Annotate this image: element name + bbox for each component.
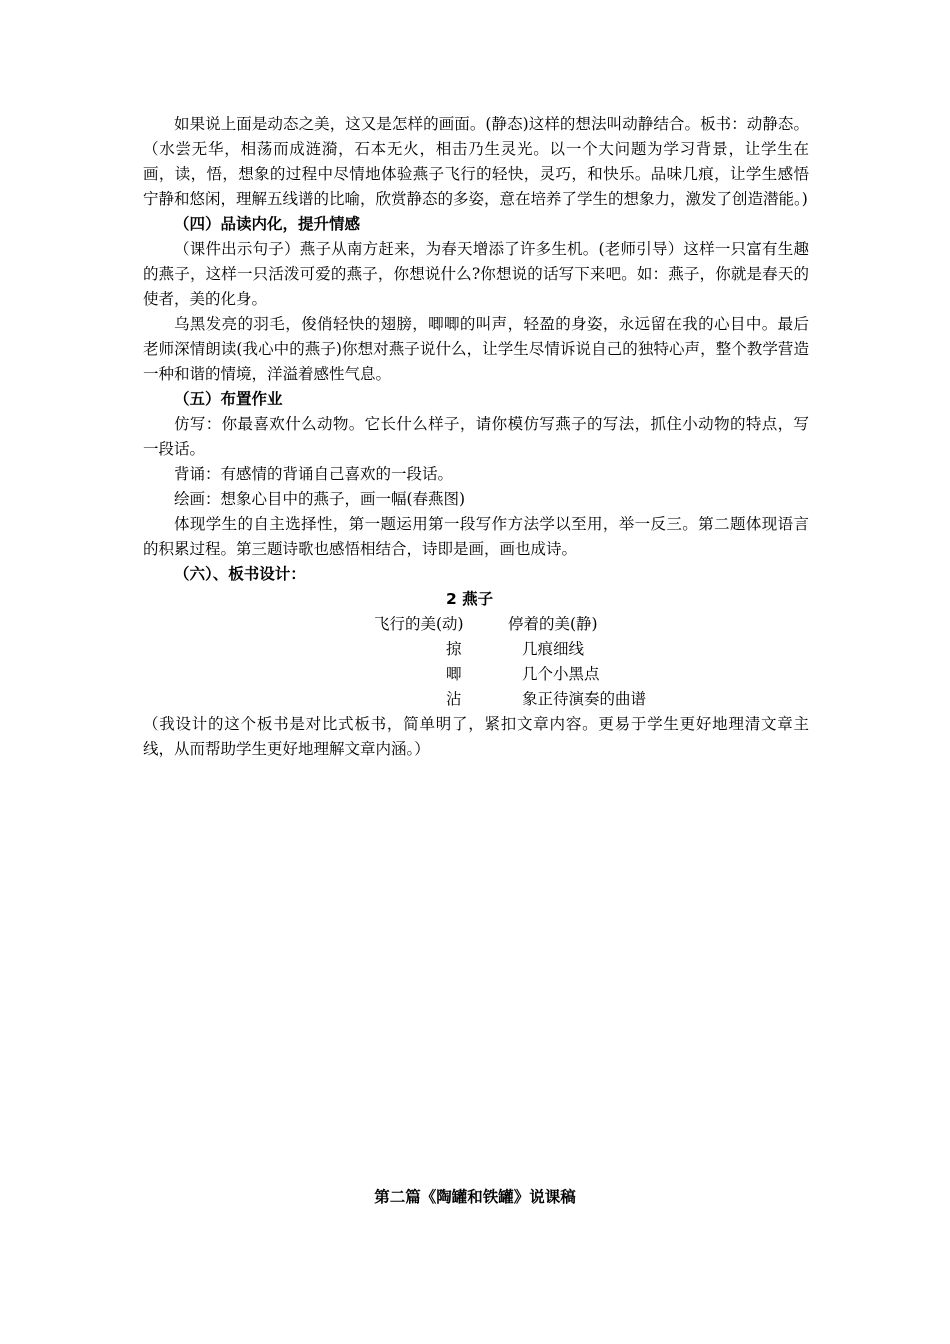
board-row-left: 唧	[446, 665, 462, 683]
board-row-right: 象正待演奏的曲谱	[522, 690, 647, 708]
board-row-right: 几痕细线	[522, 640, 585, 658]
board-row-left: 沾	[446, 690, 462, 708]
board-right-header: 停着的美(静)	[508, 615, 598, 633]
paragraph-dynamic-static: 如果说上面是动态之美，这又是怎样的画面。(静态)这样的想法叫动静结合。板书：动静态。 （水尝无华，相荡而成涟漪，石本无火，相击乃生灵光。以一个大问题为学习背景，让学生在画，读，悟，想象的过程中尽情地体验燕子飞行的轻快，灵巧，和快乐。品味几痕，让学生感悟宁静和悠闲，理解五线谱的比喻，欣赏静态的多姿，意在培养了学生的想象力，激发了创造潜能。)	[143, 115, 809, 208]
homework-draw: 绘画：想象心目中的燕子，画一幅(春燕图)	[174, 490, 466, 508]
next-article-title: 第二篇《陶罐和铁罐》说课稿	[374, 1188, 576, 1206]
homework-recite: 背诵：有感情的背诵自己喜欢的一段话。	[174, 465, 454, 483]
section-heading-6: （六）、板书设计：	[174, 565, 306, 583]
section-heading-5: （五）布置作业	[174, 390, 283, 408]
board-design-note: （我设计的这个板书是对比式板书，简单明了，紧扣文章内容。更易于学生更好地理清文章主线，从而帮助学生更好地理解文章内涵。）	[143, 715, 809, 758]
homework-imitate: 仿写：你最喜欢什么动物。它长什么样子，请你模仿写燕子的写法，抓住小动物的特点，写一段话。	[143, 415, 809, 458]
document-body	[143, 112, 809, 762]
paragraph-homework-rationale: 体现学生的自主选择性，第一题运用第一段写作方法学以至用，举一反三。第二题体现语言的积累过程。第三题诗歌也感悟相结合，诗即是画，画也成诗。	[143, 515, 809, 558]
board-row-left: 掠	[446, 640, 462, 658]
board-title: 2 燕子	[446, 590, 494, 608]
section-heading-4: （四）品读内化，提升情感	[174, 215, 361, 233]
board-left-header: 飞行的美(动)	[374, 615, 464, 633]
paragraph-courseware: （课件出示句子）燕子从南方赶来，为春天增添了许多生机。(老师引导）这样一只富有生趣的燕子，这样一只活泼可爱的燕子，你想说什么?你想说的话写下来吧。如：燕子，你就是春天的使者，美的化身。	[143, 240, 809, 308]
blackboard-design	[143, 587, 809, 712]
paragraph-reading: 乌黑发亮的羽毛，俊俏轻快的翅膀，唧唧的叫声，轻盈的身姿，永远留在我的心目中。最后老师深情朗读(我心中的燕子)你想对燕子说什么，让学生尽情诉说自己的独特心声，整个教学营造一种和谐的情境，洋溢着感性气息。	[143, 315, 809, 383]
board-row-right: 几个小黑点	[522, 665, 600, 683]
